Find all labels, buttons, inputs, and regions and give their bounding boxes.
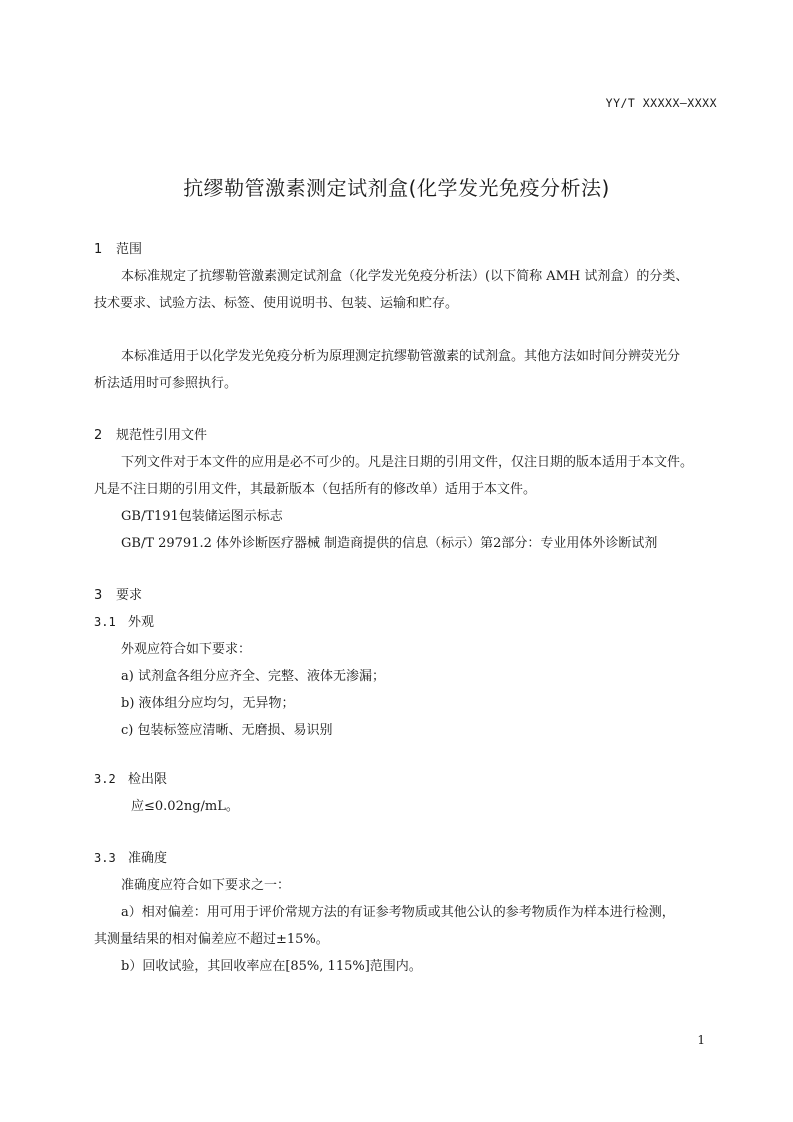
section-3-3-item-a-line-2: 其测量结果的相对偏差应不超过±15%。	[94, 932, 329, 947]
section-3-2-number: 3.2	[94, 772, 116, 786]
section-3-3-heading	[94, 847, 167, 866]
section-1-para-1-line-1: 本标准规定了抗缪勒管激素测定试剂盒（化学发光免疫分析法）(以下简称 AMH 试剂盒）的分类、	[121, 269, 689, 284]
section-1-para-2-line-1: 本标准适用于以化学发光免疫分析为原理测定抗缪勒管激素的试剂盒。其他方法如时间分辨荧光分	[121, 349, 681, 364]
section-3-1-item-c: c) 包装标签应清晰、无磨损、易识别	[121, 723, 333, 738]
section-3-3-number: 3.3	[94, 851, 116, 865]
section-3-2-title: 检出限	[128, 772, 168, 787]
section-3-1-heading	[94, 611, 154, 630]
section-3-3-item-b: b）回收试验，其回收率应在[85%, 115%]范围内。	[121, 959, 422, 974]
section-2-title: 规范性引用文件	[116, 428, 208, 443]
section-3-heading	[94, 584, 142, 603]
reference-gb-t-191: GB/T191包装储运图示标志	[121, 509, 283, 524]
section-3-1-number: 3.1	[94, 615, 116, 629]
reference-gb-t-29791-2: GB/T 29791.2 体外诊断医疗器械 制造商提供的信息（标示）第2部分：专业用体外诊断试剂	[121, 536, 658, 551]
section-1-number: 1	[94, 242, 103, 257]
section-2-heading	[94, 424, 207, 443]
section-2-para-line-1: 下列文件对于本文件的应用是必不可少的。凡是注日期的引用文件，仅注日期的版本适用于本文件。	[121, 455, 694, 470]
section-3-1-item-a: a) 试剂盒各组分应齐全、完整、液体无渗漏；	[121, 669, 385, 684]
section-3-1-item-b: b) 液体组分应均匀，无异物；	[121, 696, 295, 711]
section-2-number: 2	[94, 428, 103, 443]
section-3-3-intro: 准确度应符合如下要求之一：	[121, 878, 291, 893]
section-3-3-item-a-line-1: a）相对偏差：用可用于评价常规方法的有证参考物质或其他公认的参考物质作为样本进行检测，	[121, 905, 675, 920]
section-3-3-title: 准确度	[128, 851, 168, 866]
section-3-number: 3	[94, 588, 103, 603]
section-1-para-1-line-2: 技术要求、试验方法、标签、使用说明书、包装、运输和贮存。	[94, 296, 459, 311]
section-3-title: 要求	[116, 588, 143, 603]
document-title: 抗缪勒管激素测定试剂盒(化学发光免疫分析法)	[183, 176, 610, 200]
section-3-2-heading	[94, 768, 167, 787]
section-1-title: 范围	[116, 242, 143, 257]
section-1-para-2-line-2: 析法适用时可参照执行。	[94, 376, 238, 391]
section-2-para-line-2: 凡是不注日期的引用文件，其最新版本（包括所有的修改单）适用于本文件。	[94, 482, 537, 497]
section-3-1-title: 外观	[128, 615, 155, 630]
section-3-1-intro: 外观应符合如下要求：	[121, 642, 252, 657]
page-number: 1	[697, 1033, 705, 1047]
section-1-heading	[94, 238, 142, 257]
document-number: YY/T XXXXX—XXXX	[605, 96, 717, 110]
section-3-2-text: 应≤0.02ng/mL。	[131, 799, 239, 814]
